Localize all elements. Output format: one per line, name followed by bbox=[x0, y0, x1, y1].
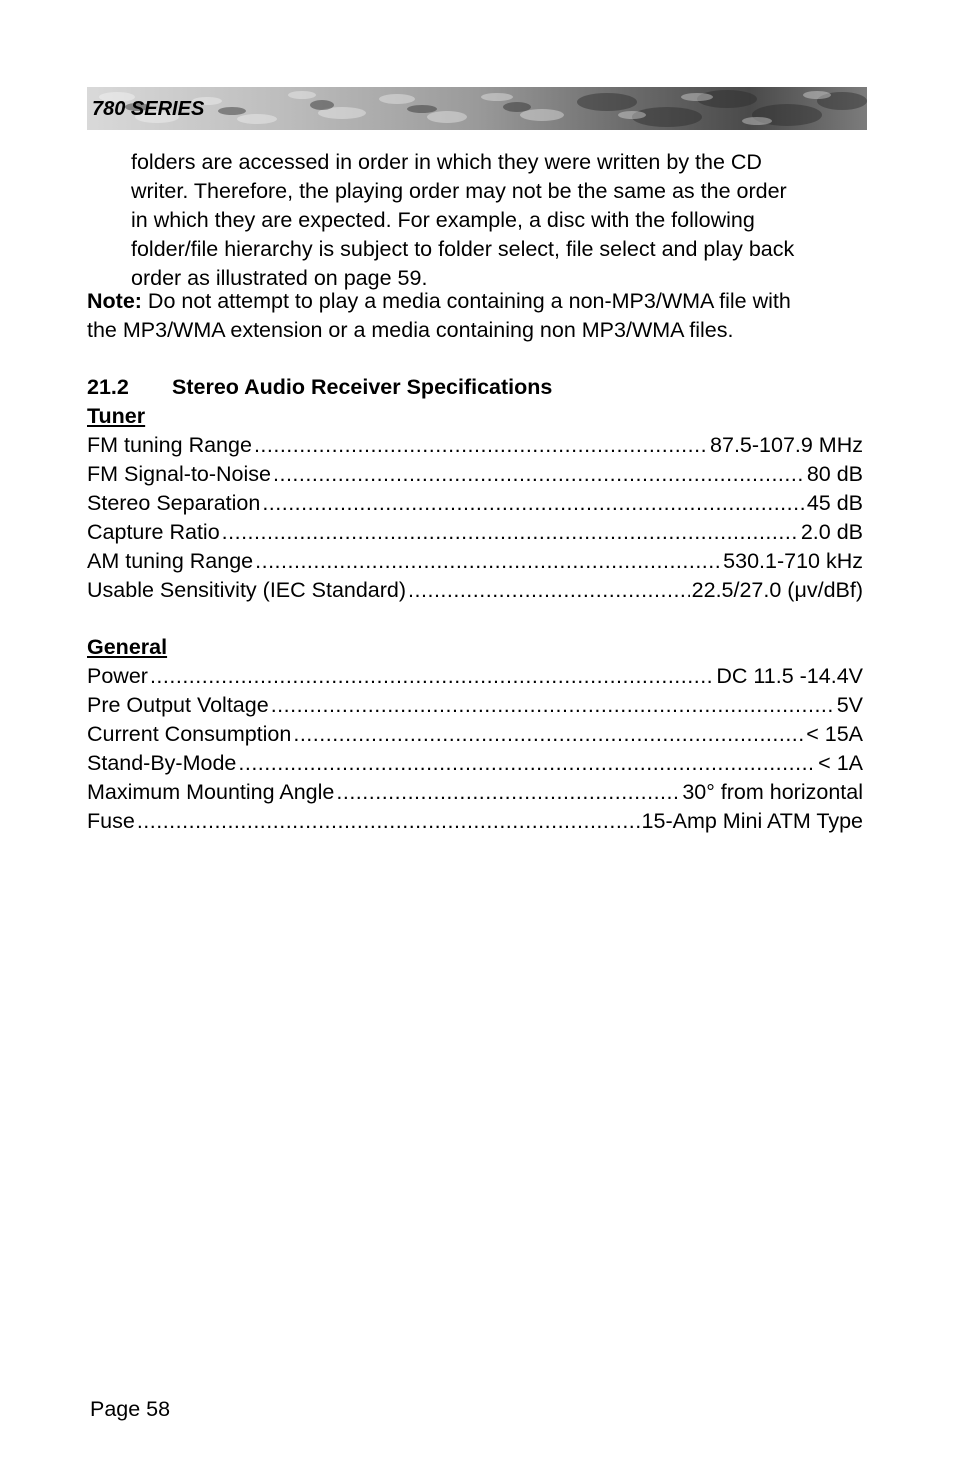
dot-leader bbox=[273, 460, 805, 489]
spec-label: Pre Output Voltage bbox=[87, 693, 269, 717]
dot-leader bbox=[150, 662, 714, 691]
dot-leader bbox=[408, 576, 690, 605]
spec-label: Power bbox=[87, 664, 148, 688]
spec-label: AM tuning Range bbox=[87, 549, 254, 573]
general-spec-list bbox=[87, 662, 863, 836]
dot-leader bbox=[137, 807, 640, 836]
note-text: Do not attempt to play a media containing a non-MP3/WMA file with bbox=[141, 289, 791, 313]
note-text-continued: the MP3/WMA extension or a media containing non MP3/WMA files. bbox=[87, 318, 734, 342]
spec-value: < 15A bbox=[806, 722, 863, 746]
dot-leader bbox=[293, 720, 804, 749]
intro-line: folders are accessed in order in which they were written by the CD bbox=[131, 150, 762, 174]
dot-leader bbox=[254, 431, 708, 460]
section-title: Stereo Audio Receiver Specifications bbox=[172, 375, 553, 399]
spec-value: 22.5/27.0 (μv/dBf) bbox=[691, 578, 863, 602]
spec-row bbox=[87, 662, 863, 691]
spec-label: Fuse bbox=[87, 809, 135, 833]
spec-label: Stereo Separation bbox=[87, 491, 261, 515]
spec-value: 87.5-107.9 MHz bbox=[710, 433, 863, 457]
section-heading bbox=[87, 373, 552, 402]
spec-label: Usable Sensitivity (IEC Standard) bbox=[87, 578, 407, 602]
dot-leader bbox=[255, 547, 721, 576]
intro-line: folder/file hierarchy is subject to folder select, file select and play back bbox=[131, 237, 795, 261]
series-title: 780 SERIES bbox=[92, 98, 205, 120]
dot-leader bbox=[271, 691, 835, 720]
spec-row bbox=[87, 489, 863, 518]
spec-row bbox=[87, 576, 863, 605]
spec-row bbox=[87, 431, 863, 460]
tuner-spec-list bbox=[87, 431, 863, 605]
spec-value: 30° from horizontal bbox=[682, 780, 863, 804]
spec-row bbox=[87, 518, 863, 547]
note-label: Note: bbox=[87, 289, 142, 313]
intro-paragraph bbox=[131, 148, 866, 293]
spec-row bbox=[87, 778, 863, 807]
spec-value: 15-Amp Mini ATM Type bbox=[641, 809, 863, 833]
dot-leader bbox=[262, 489, 805, 518]
general-heading: General bbox=[87, 635, 168, 659]
spec-row bbox=[87, 749, 863, 778]
spec-row bbox=[87, 691, 863, 720]
spec-value: 2.0 dB bbox=[800, 520, 863, 544]
intro-line: writer. Therefore, the playing order may not be the same as the order bbox=[131, 179, 787, 203]
header-banner bbox=[87, 87, 867, 130]
spec-label: FM Signal-to-Noise bbox=[87, 462, 271, 486]
spec-row bbox=[87, 720, 863, 749]
spec-row bbox=[87, 807, 863, 836]
spec-label: Stand-By-Mode bbox=[87, 751, 237, 775]
spec-value: DC 11.5 -14.4V bbox=[716, 664, 863, 688]
dot-leader bbox=[222, 518, 799, 547]
intro-line: order as illustrated on page 59. bbox=[131, 266, 428, 290]
note-paragraph bbox=[87, 287, 867, 345]
section-number: 21.2 bbox=[87, 375, 129, 399]
tuner-heading: Tuner bbox=[87, 404, 146, 428]
spec-label: Current Consumption bbox=[87, 722, 292, 746]
intro-line: in which they are expected. For example, a disc with the following bbox=[131, 208, 755, 232]
spec-row bbox=[87, 547, 863, 576]
spec-label: Capture Ratio bbox=[87, 520, 220, 544]
spec-value: 530.1-710 kHz bbox=[723, 549, 863, 573]
spec-row bbox=[87, 460, 863, 489]
page-number: Page 58 bbox=[90, 1397, 171, 1421]
spec-label: Maximum Mounting Angle bbox=[87, 780, 335, 804]
spec-label: FM tuning Range bbox=[87, 433, 252, 457]
spec-value: 5V bbox=[836, 693, 863, 717]
dot-leader bbox=[336, 778, 680, 807]
spec-value: 45 dB bbox=[806, 491, 863, 515]
spec-value: < 1A bbox=[818, 751, 863, 775]
dot-leader bbox=[238, 749, 816, 778]
spec-value: 80 dB bbox=[806, 462, 863, 486]
